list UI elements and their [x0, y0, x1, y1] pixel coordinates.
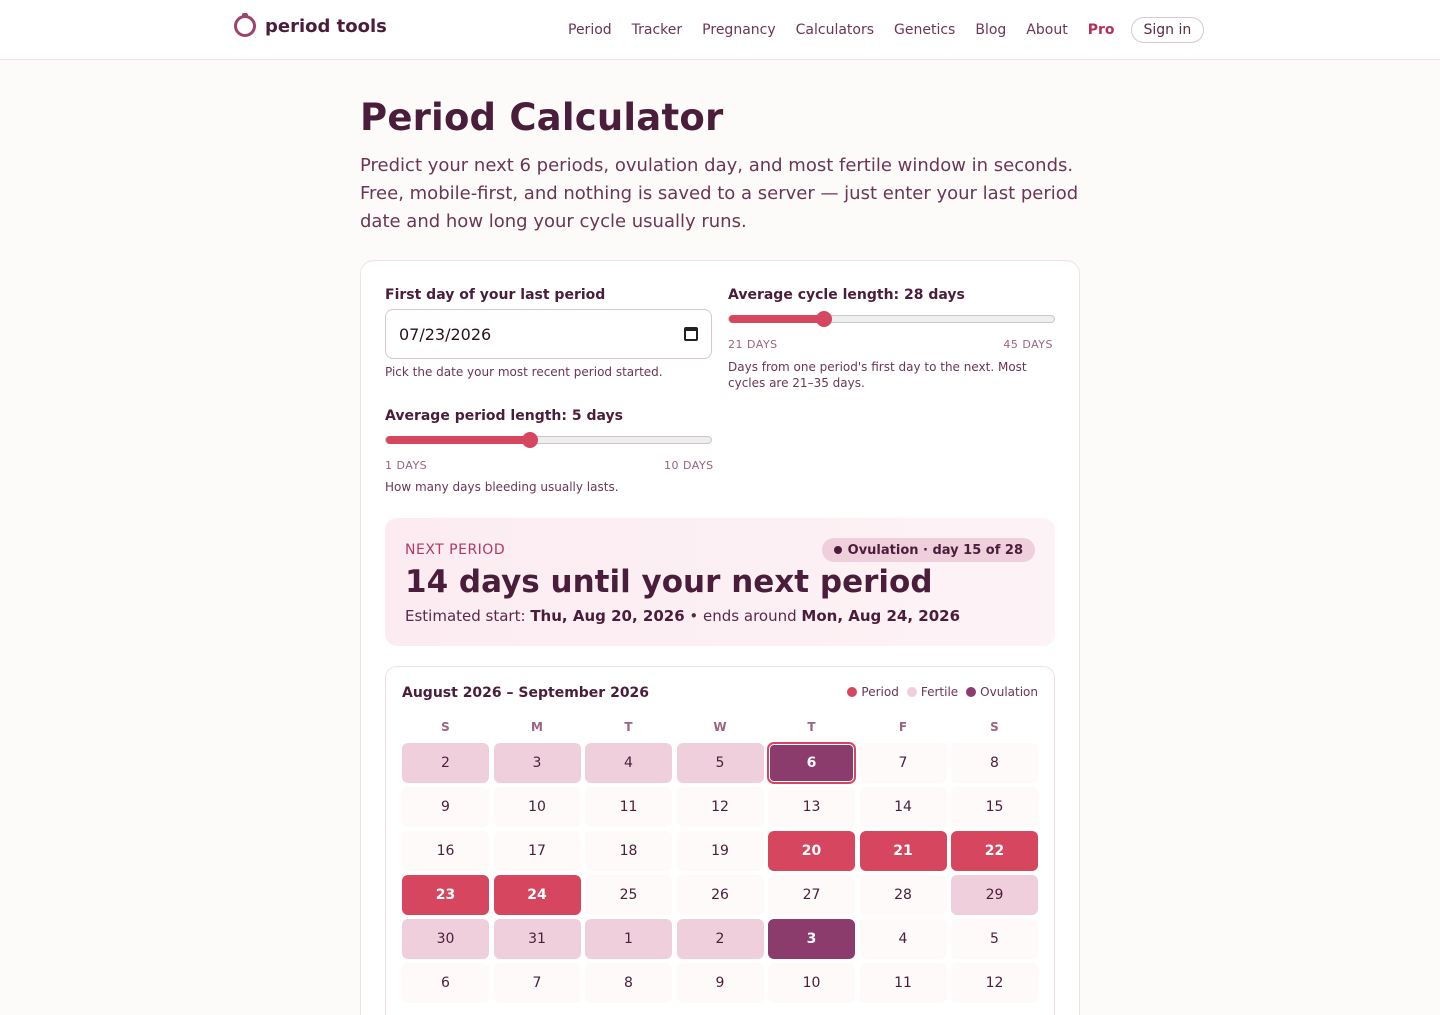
calendar-day[interactable]: 17	[494, 831, 581, 871]
date-value: 07/23/2026	[399, 324, 492, 344]
calendar-day[interactable]: 7	[860, 743, 947, 783]
calendar-day[interactable]: 15	[951, 787, 1038, 827]
weekday-header: T	[624, 720, 633, 734]
ovulation-badge	[822, 538, 1035, 562]
calendar-day[interactable]: 22	[951, 831, 1038, 871]
nav-tracker[interactable]: Tracker	[631, 22, 683, 38]
calculator-card	[360, 260, 1080, 1015]
calendar-day[interactable]: 8	[585, 963, 672, 1003]
nav-pregnancy[interactable]: Pregnancy	[702, 22, 776, 38]
cycle-length-label: Average cycle length: 28 days	[728, 287, 965, 303]
calendar-title: August 2026 – September 2026	[402, 685, 650, 701]
cycle-max-label: 45 DAYS	[1003, 338, 1053, 351]
calendar-day[interactable]: 2	[677, 919, 764, 959]
fertile-swatch-icon	[907, 687, 917, 697]
weekday-header: S	[441, 720, 450, 734]
calendar-day[interactable]: 31	[494, 919, 581, 959]
weekday-header: S	[990, 720, 999, 734]
calendar-day[interactable]: 12	[951, 963, 1038, 1003]
calendar-day[interactable]: 5	[951, 919, 1038, 959]
calendar-day[interactable]: 9	[677, 963, 764, 1003]
period-length-help: How many days bleeding usually lasts.	[385, 480, 619, 494]
calendar-day[interactable]: 4	[585, 743, 672, 783]
slider-fill	[729, 315, 824, 323]
calendar-day[interactable]: 2	[402, 743, 489, 783]
slider-thumb[interactable]	[816, 311, 832, 327]
start-prefix: Estimated start:	[405, 607, 526, 625]
calendar-day[interactable]: 7	[494, 963, 581, 1003]
calendar-day[interactable]: 4	[860, 919, 947, 959]
calendar-day[interactable]: 14	[860, 787, 947, 827]
calendar-day[interactable]: 6	[768, 743, 855, 783]
ovulation-swatch-icon	[966, 687, 976, 697]
logo-text: period tools	[265, 15, 387, 37]
calendar-day[interactable]: 20	[768, 831, 855, 871]
weekday-header: T	[807, 720, 816, 734]
calendar-day[interactable]: 29	[951, 875, 1038, 915]
calendar-day[interactable]: 13	[768, 787, 855, 827]
nav-blog[interactable]: Blog	[975, 22, 1007, 38]
nav-genetics[interactable]: Genetics	[894, 22, 956, 38]
calendar-day[interactable]: 3	[494, 743, 581, 783]
weekday-header: M	[531, 720, 543, 734]
legend-fertile	[907, 685, 958, 699]
start-date: Thu, Aug 20, 2026	[530, 607, 685, 625]
cycle-calendar	[385, 666, 1055, 1015]
end-date: Mon, Aug 24, 2026	[801, 607, 961, 625]
calendar-day[interactable]: 5	[677, 743, 764, 783]
nav-about[interactable]: About	[1026, 22, 1068, 38]
calendar-day[interactable]: 19	[677, 831, 764, 871]
last-period-help: Pick the date your most recent period started.	[385, 365, 663, 379]
main-nav	[558, 17, 1204, 43]
calendar-day[interactable]: 23	[402, 875, 489, 915]
calendar-day[interactable]: 12	[677, 787, 764, 827]
legend-ovulation-label: Ovulation	[980, 685, 1038, 699]
period-length-slider[interactable]	[385, 436, 712, 444]
legend-period	[847, 685, 898, 699]
weekday-header: W	[713, 720, 727, 734]
calendar-legend	[847, 685, 1038, 699]
calendar-day[interactable]: 26	[677, 875, 764, 915]
calendar-day[interactable]: 6	[402, 963, 489, 1003]
weekday-header: F	[898, 720, 908, 734]
legend-fertile-label: Fertile	[920, 685, 959, 699]
nav-pro[interactable]: Pro	[1087, 22, 1115, 38]
calendar-day[interactable]: 30	[402, 919, 489, 959]
next-period-headline: 14 days until your next period	[405, 564, 933, 600]
slider-thumb[interactable]	[522, 432, 538, 448]
last-period-label: First day of your last period	[385, 287, 606, 303]
next-period-summary	[385, 518, 1055, 646]
dot-icon	[834, 546, 842, 554]
ends-around-text: • ends around	[689, 607, 797, 625]
calendar-day[interactable]: 9	[402, 787, 489, 827]
calendar-icon[interactable]	[684, 327, 698, 341]
page-title: Period Calculator	[360, 96, 724, 139]
next-period-dates	[405, 607, 960, 625]
ring-logo-icon	[234, 15, 256, 37]
calendar-day[interactable]: 10	[494, 787, 581, 827]
legend-period-label: Period	[861, 685, 899, 699]
calendar-day[interactable]: 1	[585, 919, 672, 959]
calendar-day[interactable]: 18	[585, 831, 672, 871]
last-period-date-input[interactable]	[385, 309, 712, 359]
cycle-length-slider[interactable]	[728, 315, 1055, 323]
period-min-label: 1 DAYS	[385, 459, 428, 472]
calendar-day[interactable]: 3	[768, 919, 855, 959]
cycle-length-help: Days from one period's first day to the next. Most cycles are 21–35 days.	[728, 360, 1027, 390]
nav-calculators[interactable]: Calculators	[795, 22, 875, 38]
period-length-label: Average period length: 5 days	[385, 408, 623, 424]
period-max-label: 10 DAYS	[664, 459, 714, 472]
calendar-day[interactable]: 27	[768, 875, 855, 915]
site-header	[0, 0, 1440, 60]
cycle-min-label: 21 DAYS	[728, 338, 778, 351]
page-intro: Predict your next 6 periods, ovulation day, and most fertile window in seconds. Free, mobile-first, and nothing is saved to a server — just enter your last period date and how long your cycle usually runs.	[360, 155, 1079, 232]
calendar-day[interactable]: 10	[768, 963, 855, 1003]
calendar-day[interactable]: 8	[951, 743, 1038, 783]
calendar-day[interactable]: 11	[585, 787, 672, 827]
calendar-day[interactable]: 28	[860, 875, 947, 915]
nav-period[interactable]: Period	[568, 22, 612, 38]
next-period-eyebrow: NEXT PERIOD	[405, 542, 506, 558]
calendar-day[interactable]: 11	[860, 963, 947, 1003]
slider-fill	[386, 436, 530, 444]
period-swatch-icon	[847, 687, 857, 697]
calendar-day[interactable]: 16	[402, 831, 489, 871]
ovulation-badge-text: Ovulation · day 15 of 28	[847, 542, 1023, 558]
sign-in-button[interactable]: Sign in	[1131, 17, 1205, 43]
calendar-day[interactable]: 25	[585, 875, 672, 915]
calendar-day[interactable]: 21	[860, 831, 947, 871]
legend-ovulation	[966, 685, 1038, 699]
calendar-day[interactable]: 24	[494, 875, 581, 915]
logo[interactable]	[234, 13, 387, 39]
